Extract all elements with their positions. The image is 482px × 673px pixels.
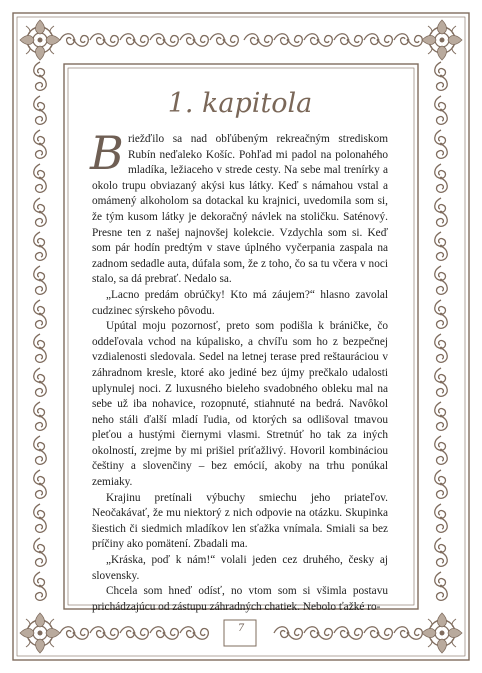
border-top-ornament: [60, 34, 422, 47]
paragraph: „Lacno predám obrúčky! Kto má záujem?“ hlasno zavolal cudzinec sýrskeho pôvodu.: [92, 288, 388, 317]
paragraph: „Kráska, poď k nám!“ volali jeden cez druhého, česky aj slovensky.: [92, 554, 388, 582]
chapter-title: 1. kapitola: [167, 88, 313, 119]
paragraph: Krajinu pretínali výbuchy smiechu jeho priateľov. Neočakávať, že mu niektorý z nich odpovie na otázku. Skupinka šiestich či siedmich mladíkov len sťažka vnímala. Smiali sa bez príčiny ako pomätení. Zbadali ma.: [92, 491, 388, 551]
paragraph: Upútal moju pozornosť, preto som podišla k bráničke, čo oddeľovala vchod na kúpalisko, a chvíľu som ho z bezpečnej vzdialenosti sledovala. Sedel na letnej terase pred reštauráciou v záhradnom kresle, ktoré ako jediné bez újmy prečkalo udalosti uplynulej noci. Z luxusného bieleho svadobného obleku mal na sebe už iba nohavice, rozopnuté, stiahnuté na bedrá. Navôkol neho stáli ďalší mladí ľudia, od ktorých sa odlišoval tmavou pleťou a hustými čiernymi vlasmi. Stretnúť ho tak za iných okolností, zrejme by mi prišiel príťažlivý. Hovoril kombináciou češtiny a slovenčiny – bez emócií, akoby na trhu ponúkal zemiaky.: [92, 320, 388, 489]
drop-cap: B: [90, 126, 124, 180]
page-number: 7: [237, 623, 245, 634]
border-right-ornament: [435, 62, 448, 600]
paragraph: [90, 126, 388, 288]
paragraph-text: riežďilo sa nad obľúbeným rekreačným strediskom Rubín neďaleko Košíc. Pohľad mi padol na polonahého mladíka, ležiaceho v strede cesty. Na sebe mal trenírky a okolo trupu obviazaný akýsi kus látky. Keď s námahou vstal a omámený alkoholom sa dotackal ku krajnici, uvedomila som si, že tým kusom látky je dekoračný návlek na stoličku. Saténový. Presne ten z našej najnovšej kolekcie. Vzdychla som si. Keď som pár hodín predtým v stave úplného vyčerpania zaspala na zadnom sedadle auta, dúfala som, že z toho, čo sa tu včera v noci stalo, sa dá prebrať. Nedalo sa.: [92, 133, 388, 286]
paragraph: Chcela som hneď odísť, no vtom som si všimla postavu prichádzajúcu od zástupu záhradných chatiek. Nebolo ťažké ro-: [92, 585, 388, 613]
border-left-ornament: [34, 62, 47, 600]
chapter-body-text: [90, 126, 388, 615]
